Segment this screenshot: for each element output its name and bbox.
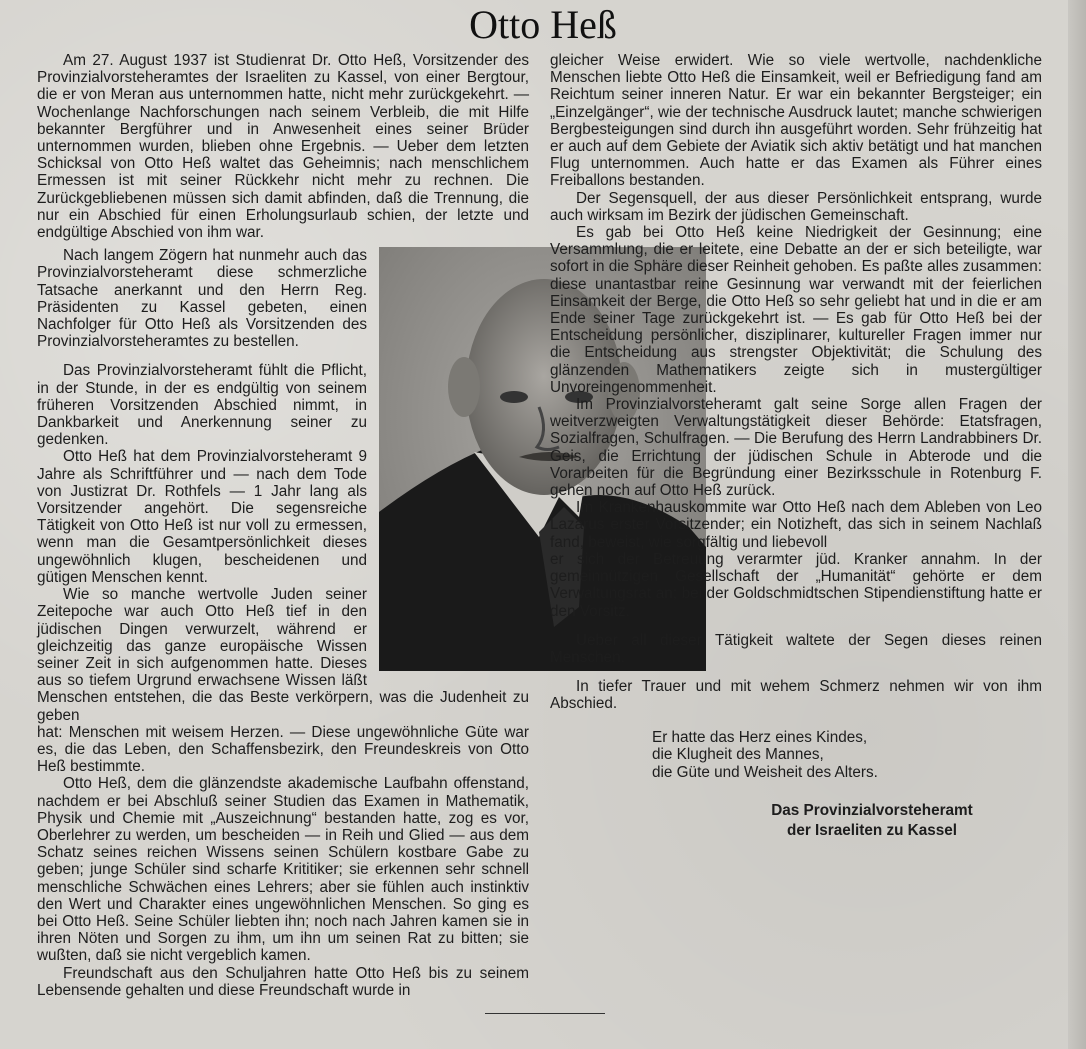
paragraph: gleicher Weise erwidert. Wie so viele wertvolle, nachdenkliche Menschen liebte Otto Heß die Einsamkeit, weil er Befriedigung fand am Reichtum seiner inneren Natur. Er war ein bekannter Bergsteiger; ein „Einzelgänger“, wie der technische Ausdruck lautet; manche schwierigen Bergbesteigungen sind durch ihn ausgeführt worden. Sehr frühzeitig hat er auch auf dem Gebiete der Aviatik sich aktiv betätigt und hat manchen Flug unternommen. Auch hatte er das Examen als Führer eines Freiballons bestanden. [550,52,1042,190]
verse-line: Er hatte das Herz eines Kindes, [652,728,868,746]
paragraph: Am 27. August 1937 ist Studienrat Dr. Otto Heß, Vorsitzender des Provinzialvorsteheramtes der Israeliten zu Kassel, von einer Bergtour, die er von Meran aus unternommen hatte, nicht mehr zurückgekehrt. — Wochenlange Nachforschungen nach seinem Verbleib, die mit Hilfe bekannter Bergführer und in Anwesenheit eines seiner Brüder unternommen wurden, blieben ohne Ergebnis. — Ueber dem letzten Schicksal von Otto Heß waltet das Geheimnis; nach menschlichem Ermessen ist mit seiner Rückkehr nicht mehr zu rechnen. Die Zurückgebliebenen müssen sich damit abfinden, daß die Trennung, die nur ein Abschied für einen Erholungsurlaub schien, der letzte und endgültige Abschied von ihm war. [37,52,529,242]
left-column [37,52,529,1014]
paragraph: Im Krankenhauskommite war Otto Heß nach dem Ableben von Leo Lazarus erster Vorsitzender; ein Notizheft, das sich in seinem Nachlaß fand, beweist, wie sorgfältig und liebevoll [550,499,1042,551]
paragraph: Der Segensquell, der aus dieser Persönlichkeit entsprang, wurde auch wirksam im Bezirk der jüdischen Gemeinschaft. [550,189,1042,224]
paragraph: Nach langem Zögern hat nunmehr auch das Provinzialvorsteheramt diese schmerzliche Tatsache anerkannt und den Herrn Reg. Präsidenten zu Kassel gebeten, einen Nachfolger für Otto Heß als Vorsitzenden des Provinzialvorsteheramtes zu bestellen. [37,247,367,351]
signature-block [707,801,1037,841]
article-body [37,52,1043,1014]
paragraph: hat: Menschen mit weisem Herzen. — Diese ungewöhnliche Güte war es, die das Leben, den Schaffensbezirk, den Freundeskreis von Otto Heß bestimmte. [37,723,529,776]
paragraph: Otto Heß, dem die glänzendste akademische Laufbahn offenstand, nachdem er bei Abschluß seiner Studien das Examen in Mathematik, Physik und Chemie mit „Auszeichnung“ bestanden hatte, zog es vor, Oberlehrer zu werden, um bescheiden — in Reih und Glied — aus dem Schatz seines reichen Wissens seinen Schülern kostbare Gabe zu geben; junge Schüler sind scharfe Krititiker; sie erkennen sehr schnell menschliche Schwächen eines Lehrers; aber sie fühlen auch instinktiv den Wert und Charakter eines ungewöhnlichen Menschen. So ging es bei Otto Heß. Seine Schüler liebten ihn; noch nach Jahren kamen sie in ihren Nöten und Sorgen zu ihm, um ihn um seinen Rat zu bitten; sie wußten, daß sie nicht vergeblich kamen. [37,775,529,965]
signature-line-2: der Israeliten zu Kassel [786,822,958,840]
end-rule [485,1013,605,1014]
left-ear [448,357,480,417]
paragraph: Freundschaft aus den Schuljahren hatte Otto Heß bis zu seinem Lebensende gehalten und diese Freundschaft wurde in [37,964,529,999]
left-eye [500,391,528,403]
paragraph: er sich der Betreuung verarmter jüd. Kranker annahm. In der gemeinnützigen Gesellschaft der „Humanität“ gehörte er dem Verwaltungsrat an; bei der Goldschmidtschen Stipendienstiftung hatte er den Vorsitz. [550,550,1042,620]
paragraph: Im Provinzialvorsteheramt galt seine Sorge allen Fragen der weitverzweigten Verwaltungstätigkeit dieser Behörde: Etatsfragen, Sozialfragen, Schulfragen. — Die Berufung des Herrn Landrabbiners Dr. Geis, die Errichtung der jüdischen Schule in Abterode und die Vorarbeiten für die Begründung einer Bezirksschule in Rotenburg F. gehen noch auf Otto Heß zurück. [550,396,1042,500]
memorial-verse [652,729,1042,782]
page-edge [1068,0,1086,1049]
article-title: Otto Heß [469,2,617,47]
paragraph: In tiefer Trauer und mit wehem Schmerz nehmen wir von ihm Abschied. [550,678,1042,713]
signature-line-1: Das Provinzialvorsteheramt [771,802,973,820]
verse-line: die Güte und Weisheit des Alters. [652,763,878,781]
paragraph: Das Provinzialvorsteheramt fühlt die Pflicht, in der Stunde, in der es endgültig von seinem früheren Vorsitzenden Abschied nimmt, in Dankbarkeit und Anerkennung seiner zu gedenken. [37,362,367,449]
paragraph: Otto Heß hat dem Provinzialvorsteheramt 9 Jahre als Schriftführer und — nach dem Tode von Justizrat Dr. Rothfels — 1 Jahr lang als Vorsitzender angehört. Die segensreiche Tätigkeit von Otto Heß ist nur voll zu ermessen, wenn man die Gesamtpersönlichkeit dieses ungewöhnlich klugen, bescheidenen und gütigen Menschen kennt. [37,448,367,586]
verse-line: die Klugheit des Mannes, [652,746,824,764]
paragraph: Wie so manche wertvolle Juden seiner Zeitepoche war auch Otto Heß tief in den jüdischen Dingen verwurzelt, während er gleichzeitig das ganze europäische Wissen seiner Zeit in sich aufgenommen hatte. Dieses aus so tiefem Urgrund erwachsene Wissen läßt Menschen entstehen, die das Beste verkörpern, was die Judenheit zu geben [37,586,529,724]
paragraph: Es gab bei Otto Heß keine Niedrigkeit der Gesinnung; eine Versammlung, die er leitete, eine Debatte an der er sich beteiligte, war sofort in die Sphäre dieser Reinheit gehoben. Es paßte alles zusammen: diese unantastbar reine Gesinnung war verwandt mit der feierlichen Einsamkeit der Berge, die Otto Heß so sehr geliebt hat und in die er am Ende seiner Tage zurückgekehrt ist. — Es gab für Otto Heß bei der Entscheidung persönlicher, disziplinarer, kultureller Fragen immer nur die Entscheidung aus strengster Objektivität; die Schulung des glänzenden Mathematikers zeigte sich in mustergültiger Unvoreingenommenheit. [550,224,1042,396]
paragraph: Ueber all dieser Tätigkeit waltete der Segen dieses reinen Menschen. [550,631,1042,666]
right-column [550,52,1042,841]
